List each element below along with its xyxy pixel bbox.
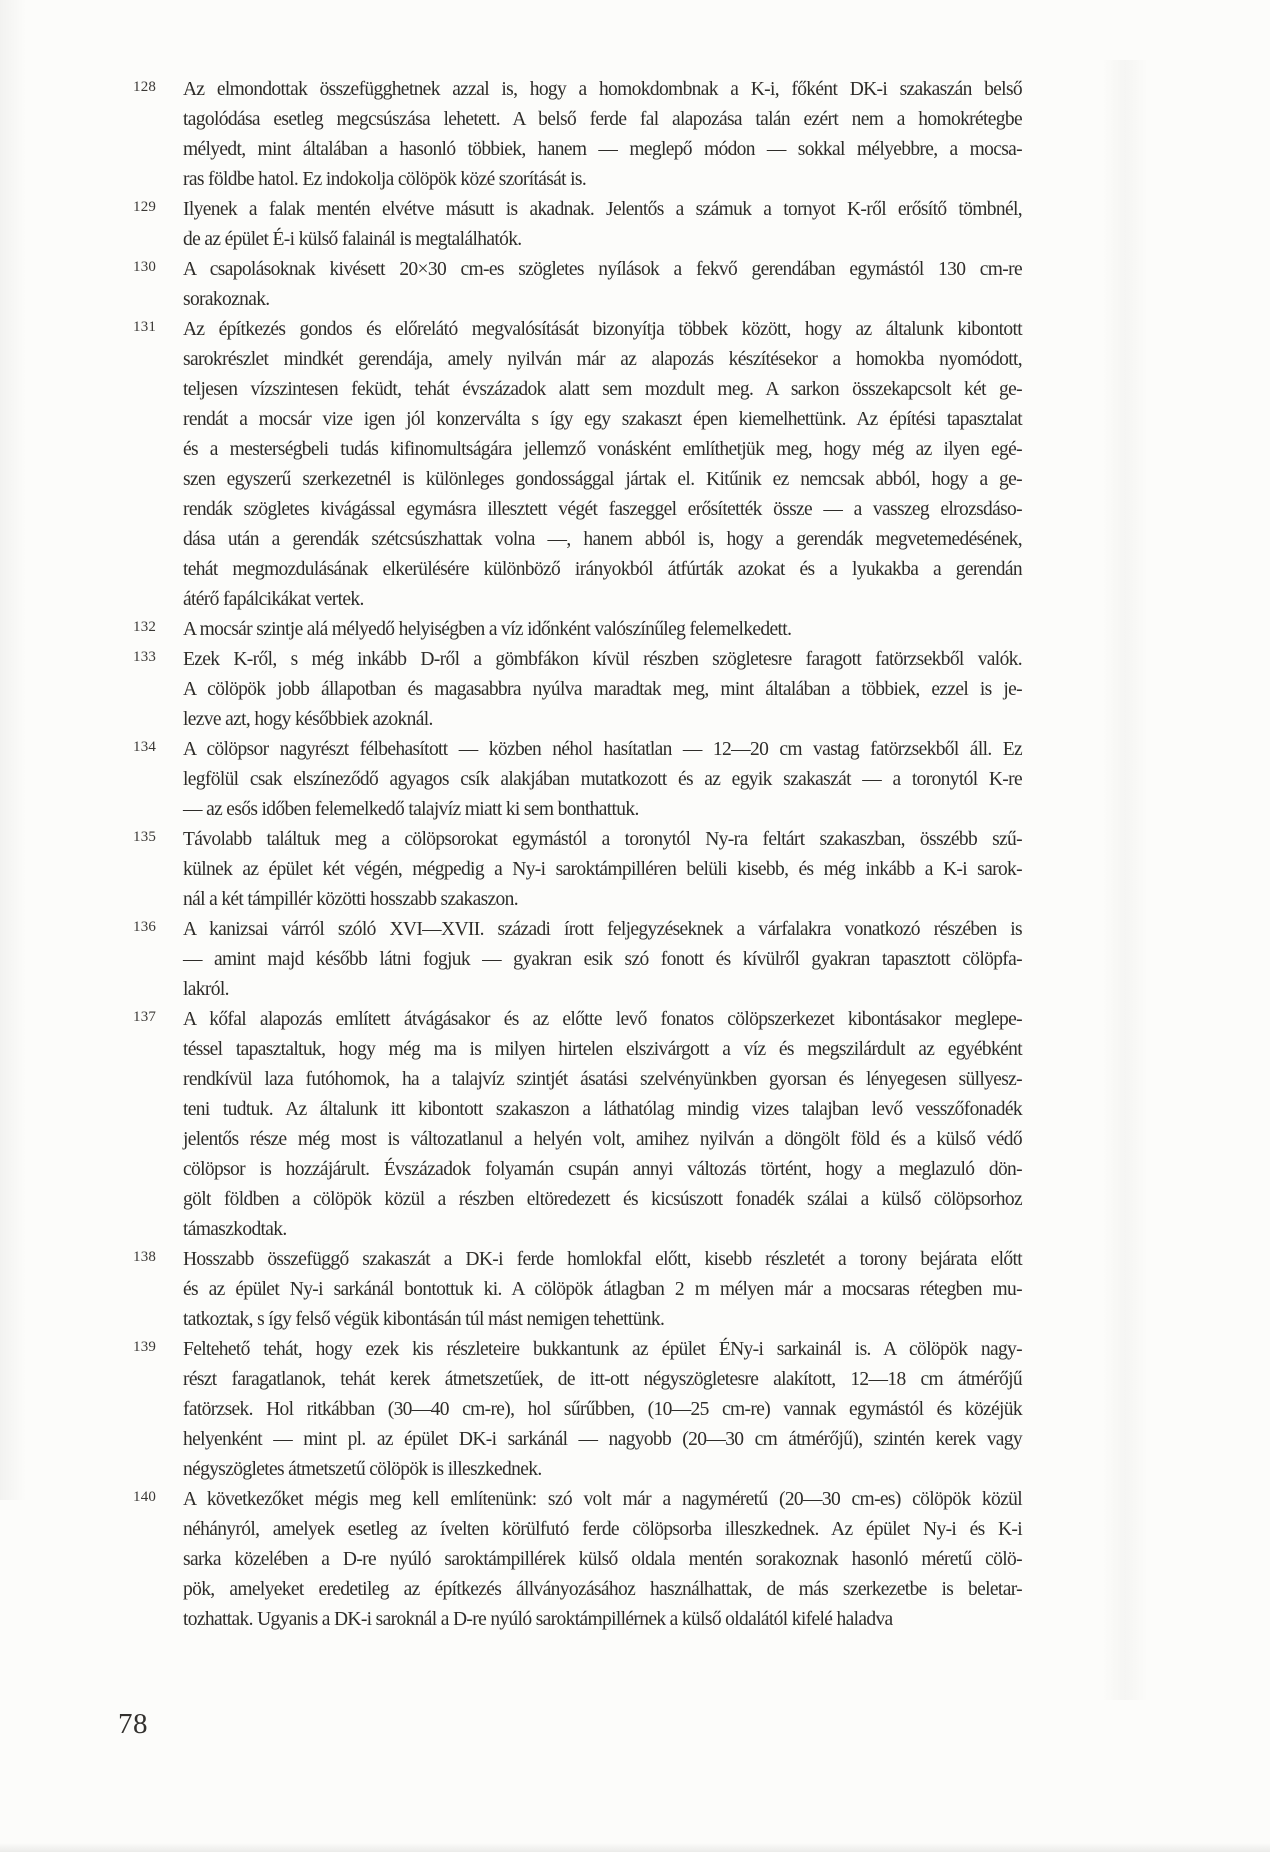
footnote-line: A kanizsai várról szóló XVI—XVII. századi írott feljegyzéseknek a várfalakra vonatkozó részében is bbox=[183, 919, 1022, 940]
footnotes-block bbox=[133, 75, 1022, 1635]
footnote-line: Ilyenek a falak mentén elvétve másutt is akadnak. Jelentős a számuk a tornyot K-ről erősítő tömbnél, bbox=[183, 199, 1022, 220]
footnote-line: szen egyszerű szerkezetnél is különleges gondossággal jártak el. Kitűnik ez nemcsak abból, hogy a ge- bbox=[183, 469, 1022, 490]
footnote-line: gölt földben a cölöpök közül a részben eltöredezett és kicsúszott fonadék szálai a külső cölöpsorhoz bbox=[183, 1189, 1022, 1210]
footnote bbox=[133, 735, 1022, 825]
footnote-line: tehát megmozdulásának elkerülésére különböző irányokból átfúrták azokat és a lyukakba a gerendán bbox=[183, 559, 1022, 580]
footnote bbox=[133, 1005, 1022, 1245]
footnote bbox=[133, 1485, 1022, 1635]
footnote-number: 130 bbox=[133, 259, 157, 275]
footnote-line: rendkívül laza futóhomok, ha a talajvíz szintjét ásatási szelvényünkben gyorsan és lényegesen süllyesz- bbox=[183, 1069, 1022, 1090]
footnote-line: A következőket mégis meg kell említenünk: szó volt már a nagyméretű (20—30 cm-es) cölöpök közül bbox=[183, 1489, 1022, 1510]
footnote-line: teljesen vízszintesen feküdt, tehát évszázadok alatt sem mozdult meg. A sarkon összekapcsolt két ge- bbox=[183, 379, 1022, 400]
footnote-number: 139 bbox=[133, 1339, 157, 1355]
footnote-line: Az elmondottak összefügghetnek azzal is, hogy a homokdombnak a K-i, főként DK-i szakaszán belső bbox=[183, 79, 1022, 100]
footnote-line: pök, amelyeket eredetileg az építkezés állványozásához használhattak, de más szerkezetbe is beletar- bbox=[183, 1579, 1022, 1600]
footnote-line: sorakoznak. bbox=[183, 289, 270, 310]
footnote-line: dása után a gerendák szétcsúszhattak volna —, hanem abból is, hogy a gerendák megvetemedésének, bbox=[183, 529, 1022, 550]
footnote-line: néhányról, amelyek esetleg az ívelten körülfutó ferde cölöpsorba illeszkednek. Az épület Ny-i és K-i bbox=[183, 1519, 1022, 1540]
footnote-line: A cölöpök jobb állapotban és magasabbra nyúlva maradtak meg, mint általában a többiek, ezzel is je- bbox=[183, 679, 1022, 700]
footnote-number: 137 bbox=[133, 1009, 157, 1025]
footnote bbox=[133, 825, 1022, 915]
footnote-number: 129 bbox=[133, 199, 157, 215]
footnote-line: átérő fapálcikákat vertek. bbox=[183, 589, 364, 610]
footnote-line: tatkoztak, s így felső végük kibontásán túl mást nemigen tehettünk. bbox=[183, 1309, 665, 1330]
footnote-line: A csapolásoknak kivésett 20×30 cm-es szögletes nyílások a fekvő gerendában egymástól 130 cm-re bbox=[183, 259, 1022, 280]
footnote-line: helyenként — mint pl. az épület DK-i sarkánál — nagyobb (20—30 cm átmérőjű), szintén kerek vagy bbox=[183, 1429, 1022, 1450]
footnote-line: tozhattak. Ugyanis a DK-i saroknál a D-re nyúló saroktámpillérnek a külső oldalától kifelé haladva bbox=[183, 1609, 893, 1630]
footnote-line: téssel tapasztaltuk, hogy még ma is milyen hirtelen elszivárgott a víz és megszilárdult az egyébként bbox=[183, 1039, 1022, 1060]
footnote-line: rendát a mocsár vize igen jól konzerválta s így egy szakaszt épen kiemelhettünk. Az építési tapasztalat bbox=[183, 409, 1022, 430]
footnote-number: 135 bbox=[133, 829, 157, 845]
footnote-line: — az esős időben felemelkedő talajvíz miatt ki sem bonthattuk. bbox=[183, 799, 639, 820]
footnote bbox=[133, 645, 1022, 735]
footnote-number: 136 bbox=[133, 919, 157, 935]
footnote-line: lakról. bbox=[183, 979, 229, 1000]
footnote-line: Hosszabb összefüggő szakaszát a DK-i ferde homlokfal előtt, kisebb részletét a torony bejárata előtt bbox=[183, 1249, 1022, 1270]
footnote-line: fatörzsek. Hol ritkábban (30—40 cm-re), hol sűrűbben, (10—25 cm-re) vannak egymástól és közéjük bbox=[183, 1399, 1022, 1420]
footnote-line: cölöpsor is hozzájárult. Évszázadok folyamán csupán annyi változás történt, hogy a meglazuló dön- bbox=[183, 1159, 1022, 1180]
footnote-line: Ezek K-ről, s még inkább D-ről a gömbfákon kívül részben szögletesre faragott fatörzsekből valók. bbox=[183, 649, 1022, 670]
footnote-line: és az épület Ny-i sarkánál bontottuk ki. A cölöpök átlagban 2 m mélyen már a mocsaras rétegben mu- bbox=[183, 1279, 1022, 1300]
footnote-line: négyszögletes átmetszetű cölöpök is illeszkednek. bbox=[183, 1459, 542, 1480]
footnote-line: Feltehető tehát, hogy ezek kis részleteire bukkantunk az épület ÉNy-i sarkainál is. A cölöpök nagy- bbox=[183, 1339, 1022, 1360]
footnote-line: Távolabb találtuk meg a cölöpsorokat egymástól a toronytól Ny-ra feltárt szakaszban, összébb szű- bbox=[183, 829, 1022, 850]
footnote-line: nál a két támpillér közötti hosszabb szakaszon. bbox=[183, 889, 518, 910]
footnote-line: — amint majd később látni fogjuk — gyakran esik szó fonott és kívülről gyakran tapasztott cölöpfa- bbox=[183, 949, 1022, 970]
footnote bbox=[133, 195, 1022, 255]
footnote-number: 128 bbox=[133, 79, 157, 95]
scan-edge-artifact-bottom bbox=[0, 1843, 1270, 1852]
footnote-line: Az építkezés gondos és előrelátó megvalósítását bizonyítja többek között, hogy az általunk kibontott bbox=[183, 319, 1022, 340]
footnote-line: ras földbe hatol. Ez indokolja cölöpök közé szorítását is. bbox=[183, 169, 587, 190]
footnote-line: A cölöpsor nagyrészt félbehasított — közben néhol hasítatlan — 12—20 cm vastag fatörzsekből áll. Ez bbox=[183, 739, 1022, 760]
footnote bbox=[133, 315, 1022, 615]
footnote-line: támaszkodtak. bbox=[183, 1219, 287, 1240]
footnote-line: sarokrészlet mindkét gerendája, amely nyilván már az alapozás készítésekor a homokba nyomódott, bbox=[183, 349, 1022, 370]
footnote-line: jelentős része még most is változatlanul a helyén volt, amihez nyilván a döngölt föld és a külső védő bbox=[183, 1129, 1022, 1150]
footnote bbox=[133, 915, 1022, 1005]
footnote-line: legfölül csak elszíneződő agyagos csík alakjában mutatkozott és az egyik szakaszát — a toronytól K-re bbox=[183, 769, 1022, 790]
footnote-line: külnek az épület két végén, mégpedig a Ny-i saroktámpilléren belüli kisebb, és még inkább a K-i sarok- bbox=[183, 859, 1022, 880]
footnote-line: A mocsár szintje alá mélyedő helyiségben a víz időnként valószínűleg felemelkedett. bbox=[183, 619, 792, 640]
footnote-line: sarka közelében a D-re nyúló saroktámpillérek külső oldala mentén sorakoznak hasonló méretű cölö- bbox=[183, 1549, 1022, 1570]
footnote-line: mélyedt, mint általában a hasonló többiek, hanem — meglepő módon — sokkal mélyebbre, a mocsa- bbox=[183, 139, 1022, 160]
footnote-number: 140 bbox=[133, 1489, 157, 1505]
scan-edge-artifact-left bbox=[0, 0, 26, 1500]
footnote-line: tagolódása esetleg megcsúszása lehetett. A belső ferde fal alapozása talán ezért nem a homokrétegbe bbox=[183, 109, 1022, 130]
footnote-line: teni tudtuk. Az általunk itt kibontott szakaszon a láthatólag mindig vizes talajban levő vesszőfonadék bbox=[183, 1099, 1022, 1120]
footnote bbox=[133, 255, 1022, 315]
footnote-line: de az épület É-i külső falainál is megtalálhatók. bbox=[183, 229, 522, 250]
footnote-line: A kőfal alapozás említett átvágásakor és az előtte levő fonatos cölöpszerkezet kibontásakor meglepe- bbox=[183, 1009, 1022, 1030]
footnote-line: rendák szögletes kivágással egymásra illesztett végét faszeggel erősítették össze — a vasszeg elrozsdáso- bbox=[183, 499, 1022, 520]
footnote-line: lezve azt, hogy későbbiek azoknál. bbox=[183, 709, 433, 730]
footnote-line: részt faragatlanok, tehát kerek átmetszetűek, de itt-ott négyszögletesre alakított, 12—18 cm átmérőjű bbox=[183, 1369, 1022, 1390]
footnote-number: 132 bbox=[133, 619, 157, 635]
page-number: 78 bbox=[118, 1708, 148, 1740]
footnote-line: és a mesterségbeli tudás kifinomultságára jellemző vonásként említhetjük meg, hogy még az ilyen egé- bbox=[183, 439, 1022, 460]
footnote-number: 133 bbox=[133, 649, 157, 665]
scan-edge-artifact-right bbox=[1102, 60, 1148, 1700]
footnote bbox=[133, 1245, 1022, 1335]
footnote-number: 134 bbox=[133, 739, 157, 755]
footnote-number: 138 bbox=[133, 1249, 157, 1265]
footnote bbox=[133, 1335, 1022, 1485]
footnote-number: 131 bbox=[133, 319, 157, 335]
footnote bbox=[133, 615, 1022, 645]
footnote bbox=[133, 75, 1022, 195]
